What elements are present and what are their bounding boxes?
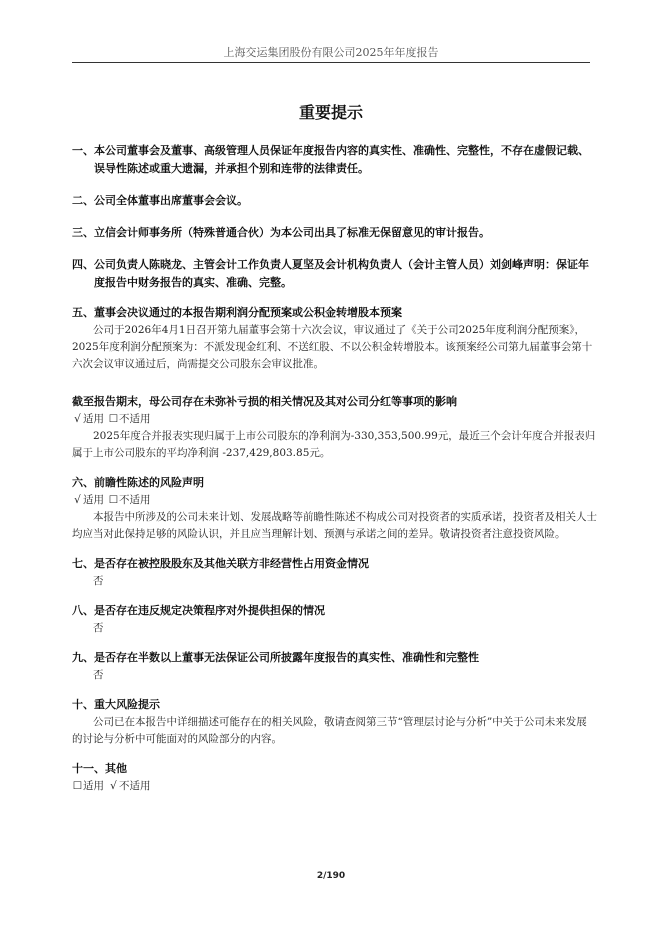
applicable-label: 适用 [83,494,104,506]
section-7-answer: 否 [93,575,104,587]
section-9-answer: 否 [93,669,104,681]
empty-checkbox-icon: ☐ [108,413,119,425]
section-10-title: 十、 重大风险提示 [72,698,160,711]
applicable-label: 适用 [83,413,104,425]
section-11-title: 十一、 其他 [72,762,127,775]
loss-applicability [72,411,597,428]
section-4-title: 四、 公司负责人陈晓龙、主管会计工作负责人夏坚及会计机构负责人（会计主管人员）刘剑峰声明：保证年度报告中财务报告的真实、准确、完整。 [72,258,589,289]
section-5-title: 五、 董事会决议通过的本报告期利润分配预案或公积金转增股本预案 [72,306,402,319]
section-6-title: 六、 前瞻性陈述的风险声明 [72,476,204,489]
not-applicable-label: 不适用 [119,413,151,425]
applicable-label: 适用 [83,780,104,792]
section-6-body: 本报告中所涉及的公司未来计划、发展战略等前瞻性陈述不构成公司对投资者的实质承诺，投资者及相关人士均应当对此保持足够的风险认识，并且应当理解计划、预测与承诺之间的差异。敬请投资者注意投资风险。 [72,511,597,540]
checkmark-icon: √ [110,780,117,792]
checkmark-icon: √ [74,494,81,506]
section-3-title: 三、 立信会计师事务所（特殊普通合伙）为本公司出具了标准无保留意见的审计报告。 [72,226,490,239]
empty-checkbox-icon: ☐ [72,780,83,792]
section-10-body: 公司已在本报告中详细描述可能存在的相关风险，敬请查阅第三节“管理层讨论与分析”中关于公司未来发展的讨论与分析中可能面对的风险部分的内容。 [72,716,587,745]
section-7-title: 七、 是否存在被控股股东及其他关联方非经营性占用资金情况 [72,557,369,570]
section-8-title: 八、 是否存在违反规定决策程序对外提供担保的情况 [72,604,325,617]
section-1-title: 一、 本公司董事会及董事、高级管理人员保证年度报告内容的真实性、准确性、完整性，不存在虚假记载、误导性陈述或重大遗漏，并承担个别和连带的法律责任。 [72,144,589,175]
not-applicable-label: 不适用 [119,780,151,792]
content [72,142,597,795]
checkmark-icon: √ [74,413,81,425]
empty-checkbox-icon: ☐ [108,494,119,506]
page-title: 重要提示 [298,103,363,122]
section-5-body: 公司于2026年4月1日召开第九届董事会第十六次会议，审议通过了《关于公司2025年度利润分配预案》，2025年度利润分配预案为：不派发现金红利、不送红股、不以公积金转增股本。该预案经公司第九届董事会第十六次会议审议通过后，尚需提交公司股东会审议批准。 [72,324,593,370]
section-8-answer: 否 [93,622,104,634]
section-6-applicability [72,492,597,509]
page-header: 上海交运集团股份有限公司2025年年度报告 [223,46,439,59]
section-2-title: 二、 公司全体董事出席董事会会议。 [72,194,248,207]
section-11-applicability [72,778,597,795]
loss-body: 2025年度合并报表实现归属于上市公司股东的净利润为-330,353,500.99元，最近三个会计年度合并报表归属于上市公司股东的平均净利润 -237,429,803.85元。 [72,430,596,459]
header-divider [72,62,590,63]
not-applicable-label: 不适用 [119,494,151,506]
loss-title: 截至报告期末，母公司存在未弥补亏损的相关情况及其对公司分红等事项的影响 [72,395,457,408]
section-9-title: 九、 是否存在半数以上董事无法保证公司所披露年度报告的真实性、准确性和完整性 [72,651,479,664]
page-number: 2/190 [316,871,346,881]
